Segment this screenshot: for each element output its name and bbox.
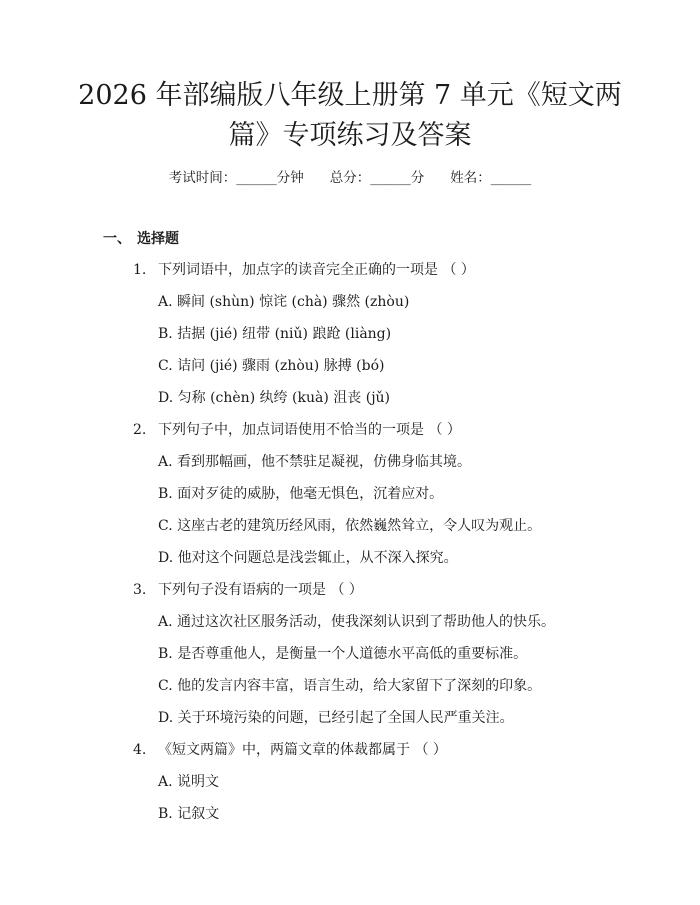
exam-time: 考试时间：______分钟: [168, 170, 304, 186]
question-4-option-b: B. 记叙文: [158, 806, 220, 822]
question-2-option-b: B. 面对歹徒的威胁，他毫无惧色，沉着应对。: [158, 486, 444, 502]
question-number: 2.: [133, 422, 147, 438]
exam-info-row: [0, 168, 700, 188]
question-3: [133, 579, 363, 601]
question-2-option-a: A. 看到那幅画，他不禁驻足凝视，仿佛身临其境。: [158, 454, 472, 470]
question-text: 下列句子中，加点词语使用不恰当的一项是 （ ）: [158, 422, 461, 438]
question-1: [133, 259, 475, 281]
question-2-option-d: D. 他对这个问题总是浅尝辄止，从不深入探究。: [158, 550, 458, 566]
question-2-option-c: C. 这座古老的建筑历经风雨，依然巍然耸立，令人叹为观止。: [158, 518, 542, 534]
question-1-option-c: C. 诘问 (jié) 骤雨 (zhòu) 脉搏 (bó): [158, 358, 385, 374]
question-3-option-a: A. 通过这次社区服务活动，使我深刻认识到了帮助他人的快乐。: [158, 614, 556, 630]
title-line-2: 篇》专项练习及答案: [228, 120, 472, 151]
exam-score: 总分：______分: [329, 170, 425, 186]
exam-name: 姓名：______: [450, 170, 532, 186]
question-text: 下列词语中，加点字的读音完全正确的一项是 （ ）: [158, 262, 475, 278]
title-line-1: 2026 年部编版八年级上册第 7 单元《短文两: [78, 80, 622, 111]
question-2: [133, 419, 461, 441]
question-4-option-a: A. 说明文: [158, 774, 220, 790]
question-3-option-b: B. 是否尊重他人，是衡量一个人道德水平高低的重要标准。: [158, 646, 528, 662]
section-heading: [103, 228, 179, 250]
question-number: 1.: [133, 262, 147, 278]
question-text: 下列句子没有语病的一项是 （ ）: [158, 582, 363, 598]
section-number: 一、: [103, 231, 131, 247]
question-1-option-b: B. 拮据 (jié) 纽带 (niǔ) 踉跄 (liàng): [158, 326, 392, 342]
question-number: 4.: [133, 742, 147, 758]
question-1-option-d: D. 匀称 (chèn) 纨绔 (kuà) 沮丧 (jǔ): [158, 390, 391, 406]
question-number: 3.: [133, 582, 147, 598]
question-3-option-c: C. 他的发言内容丰富，语言生动，给大家留下了深刻的印象。: [158, 678, 542, 694]
question-3-option-d: D. 关于环境污染的问题，已经引起了全国人民严重关注。: [158, 710, 514, 726]
document-title: [40, 76, 660, 156]
question-4: [133, 739, 447, 761]
section-title: 选择题: [137, 231, 179, 247]
question-1-option-a: A. 瞬间 (shùn) 惊诧 (chà) 骤然 (zhòu): [158, 294, 410, 310]
question-text: 《短文两篇》中，两篇文章的体裁都属于 （ ）: [158, 742, 447, 758]
